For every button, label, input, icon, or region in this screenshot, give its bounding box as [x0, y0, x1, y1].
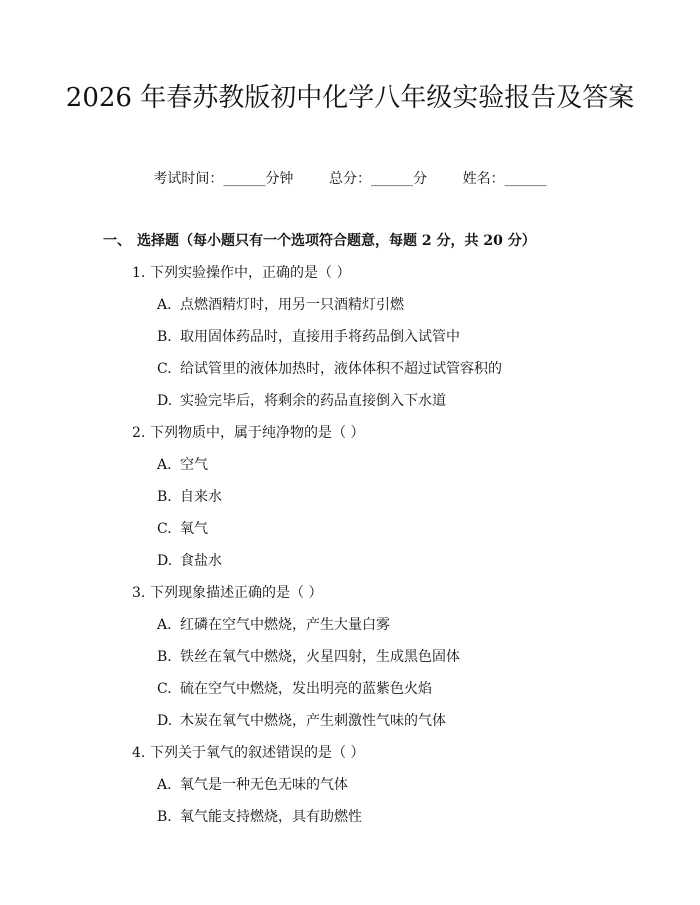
option-2d [157, 550, 222, 570]
question-4 [132, 742, 364, 762]
question-text: 下列关于氧气的叙述错误的是（ ） [150, 745, 365, 761]
option-4b [157, 806, 362, 826]
question-number: 3. [132, 585, 146, 601]
option-letter: A. [157, 777, 172, 793]
option-3d [157, 710, 446, 730]
section-heading [103, 230, 536, 250]
option-letter: D. [157, 713, 173, 729]
option-text: 空气 [180, 457, 208, 473]
option-text: 铁丝在氧气中燃烧，火星四射，生成黑色固体 [180, 649, 460, 665]
option-1b [157, 326, 460, 346]
option-letter: B. [157, 329, 172, 345]
option-letter: A. [157, 457, 172, 473]
option-letter: A. [157, 297, 172, 313]
option-letter: B. [157, 649, 172, 665]
section-text: 选择题（每小题只有一个选项符合题意，每题 2 分，共 20 分） [137, 233, 536, 249]
option-letter: C. [157, 521, 172, 537]
question-3 [132, 582, 322, 602]
option-text: 食盐水 [180, 553, 222, 569]
option-letter: A. [157, 617, 172, 633]
question-text: 下列现象描述正确的是（ ） [150, 585, 323, 601]
question-text: 下列实验操作中，正确的是（ ） [150, 265, 351, 281]
option-letter: D. [157, 553, 173, 569]
option-4a [157, 774, 348, 794]
option-3a [157, 614, 390, 634]
option-text: 氧气能支持燃烧，具有助燃性 [180, 809, 362, 825]
document-title: 2026 年春苏教版初中化学八年级实验报告及答案 [65, 83, 635, 113]
option-1a [157, 294, 404, 314]
exam-time: 考试时间：______分钟 [153, 171, 294, 187]
option-letter: B. [157, 489, 172, 505]
option-text: 硫在空气中燃烧，发出明亮的蓝紫色火焰 [180, 681, 432, 697]
option-text: 氧气是一种无色无味的气体 [180, 777, 348, 793]
option-1c [157, 358, 502, 378]
option-3c [157, 678, 432, 698]
exam-total-score: 总分：______分 [329, 171, 427, 187]
question-2 [132, 422, 364, 442]
option-text: 点燃酒精灯时，用另一只酒精灯引燃 [180, 297, 404, 313]
option-letter: C. [157, 361, 172, 377]
section-number: 一、 [103, 233, 131, 249]
question-text: 下列物质中，属于纯净物的是（ ） [150, 425, 365, 441]
option-1d [157, 390, 446, 410]
question-number: 4. [132, 745, 146, 761]
option-text: 取用固体药品时，直接用手将药品倒入试管中 [180, 329, 460, 345]
option-text: 木炭在氧气中燃烧，产生刺激性气味的气体 [180, 713, 446, 729]
option-text: 氧气 [180, 521, 208, 537]
exam-meta [0, 168, 700, 188]
option-text: 实验完毕后，将剩余的药品直接倒入下水道 [180, 393, 446, 409]
option-2c [157, 518, 208, 538]
option-2a [157, 454, 208, 474]
question-number: 1. [132, 265, 146, 281]
option-2b [157, 486, 222, 506]
option-text: 自来水 [180, 489, 222, 505]
option-text: 给试管里的液体加热时，液体体积不超过试管容积的 [180, 361, 502, 377]
exam-name: 姓名：______ [462, 171, 547, 187]
option-letter: B. [157, 809, 172, 825]
option-letter: D. [157, 393, 173, 409]
option-letter: C. [157, 681, 172, 697]
question-1 [132, 262, 350, 282]
option-3b [157, 646, 460, 666]
question-number: 2. [132, 425, 146, 441]
option-text: 红磷在空气中燃烧，产生大量白雾 [180, 617, 390, 633]
